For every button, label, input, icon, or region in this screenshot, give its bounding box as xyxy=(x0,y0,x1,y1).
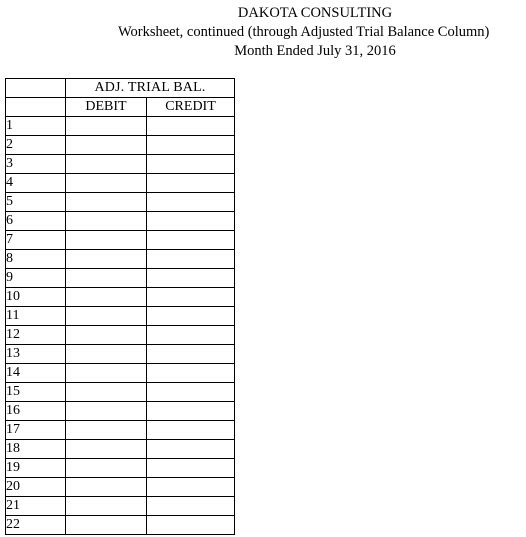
table-row xyxy=(6,326,235,345)
row-number: 4 xyxy=(6,174,66,193)
table-row xyxy=(6,269,235,288)
table-row xyxy=(6,478,235,497)
debit-cell[interactable] xyxy=(66,212,147,231)
table-row xyxy=(6,117,235,136)
debit-cell[interactable] xyxy=(66,364,147,383)
row-number-header-cell xyxy=(6,98,66,117)
row-number: 21 xyxy=(6,497,66,516)
row-number: 7 xyxy=(6,231,66,250)
adjusted-trial-balance-table xyxy=(5,78,235,535)
debit-cell[interactable] xyxy=(66,478,147,497)
row-number: 3 xyxy=(6,155,66,174)
debit-cell[interactable] xyxy=(66,136,147,155)
row-number: 16 xyxy=(6,402,66,421)
table-row xyxy=(6,516,235,535)
debit-column-header: DEBIT xyxy=(66,98,147,117)
credit-cell[interactable] xyxy=(147,288,235,307)
company-name: DAKOTA CONSULTING xyxy=(237,5,393,21)
credit-cell[interactable] xyxy=(147,383,235,402)
table-row xyxy=(6,402,235,421)
row-number: 22 xyxy=(6,516,66,535)
credit-cell[interactable] xyxy=(147,326,235,345)
debit-cell[interactable] xyxy=(66,174,147,193)
credit-cell[interactable] xyxy=(147,174,235,193)
period-label: Month Ended July 31, 2016 xyxy=(234,43,396,59)
debit-cell[interactable] xyxy=(66,155,147,174)
credit-cell[interactable] xyxy=(147,193,235,212)
credit-cell[interactable] xyxy=(147,459,235,478)
table-row xyxy=(6,497,235,516)
debit-cell[interactable] xyxy=(66,307,147,326)
row-number: 1 xyxy=(6,117,66,136)
table-row xyxy=(6,383,235,402)
row-number: 17 xyxy=(6,421,66,440)
row-number: 12 xyxy=(6,326,66,345)
credit-cell[interactable] xyxy=(147,440,235,459)
row-number: 9 xyxy=(6,269,66,288)
credit-cell[interactable] xyxy=(147,136,235,155)
table-row xyxy=(6,155,235,174)
debit-cell[interactable] xyxy=(66,117,147,136)
table-row xyxy=(6,136,235,155)
worksheet-title: Worksheet, continued (through Adjusted Trial Balance Column) xyxy=(118,24,490,40)
debit-cell[interactable] xyxy=(66,288,147,307)
table-row xyxy=(6,307,235,326)
worksheet-body xyxy=(6,117,235,535)
debit-cell[interactable] xyxy=(66,516,147,535)
column-heading-row xyxy=(6,98,235,117)
row-number: 13 xyxy=(6,345,66,364)
debit-cell[interactable] xyxy=(66,345,147,364)
debit-cell[interactable] xyxy=(66,193,147,212)
row-number: 14 xyxy=(6,364,66,383)
row-number: 10 xyxy=(6,288,66,307)
row-number: 6 xyxy=(6,212,66,231)
table-row xyxy=(6,440,235,459)
row-number: 5 xyxy=(6,193,66,212)
table-row xyxy=(6,174,235,193)
worksheet-header xyxy=(0,4,526,61)
debit-cell[interactable] xyxy=(66,421,147,440)
table-row xyxy=(6,231,235,250)
debit-cell[interactable] xyxy=(66,231,147,250)
table-row xyxy=(6,288,235,307)
credit-cell[interactable] xyxy=(147,364,235,383)
debit-cell[interactable] xyxy=(66,326,147,345)
credit-cell[interactable] xyxy=(147,250,235,269)
row-number: 2 xyxy=(6,136,66,155)
row-number: 20 xyxy=(6,478,66,497)
credit-cell[interactable] xyxy=(147,421,235,440)
row-number: 8 xyxy=(6,250,66,269)
row-number: 11 xyxy=(6,307,66,326)
table-row xyxy=(6,421,235,440)
credit-cell[interactable] xyxy=(147,402,235,421)
table-row xyxy=(6,250,235,269)
debit-cell[interactable] xyxy=(66,459,147,478)
debit-cell[interactable] xyxy=(66,440,147,459)
credit-cell[interactable] xyxy=(147,516,235,535)
credit-cell[interactable] xyxy=(147,117,235,136)
debit-cell[interactable] xyxy=(66,250,147,269)
credit-cell[interactable] xyxy=(147,307,235,326)
debit-cell[interactable] xyxy=(66,497,147,516)
row-number-header-cell xyxy=(6,79,66,98)
row-number: 19 xyxy=(6,459,66,478)
credit-cell[interactable] xyxy=(147,497,235,516)
credit-column-header: CREDIT xyxy=(147,98,235,117)
debit-cell[interactable] xyxy=(66,269,147,288)
table-row xyxy=(6,212,235,231)
group-heading-row xyxy=(6,79,235,98)
credit-cell[interactable] xyxy=(147,269,235,288)
table-row xyxy=(6,364,235,383)
credit-cell[interactable] xyxy=(147,155,235,174)
debit-cell[interactable] xyxy=(66,383,147,402)
table-row xyxy=(6,345,235,364)
credit-cell[interactable] xyxy=(147,212,235,231)
credit-cell[interactable] xyxy=(147,231,235,250)
credit-cell[interactable] xyxy=(147,478,235,497)
table-row xyxy=(6,193,235,212)
row-number: 18 xyxy=(6,440,66,459)
table-row xyxy=(6,459,235,478)
debit-cell[interactable] xyxy=(66,402,147,421)
row-number: 15 xyxy=(6,383,66,402)
adj-trial-bal-heading: ADJ. TRIAL BAL. xyxy=(66,79,235,98)
credit-cell[interactable] xyxy=(147,345,235,364)
